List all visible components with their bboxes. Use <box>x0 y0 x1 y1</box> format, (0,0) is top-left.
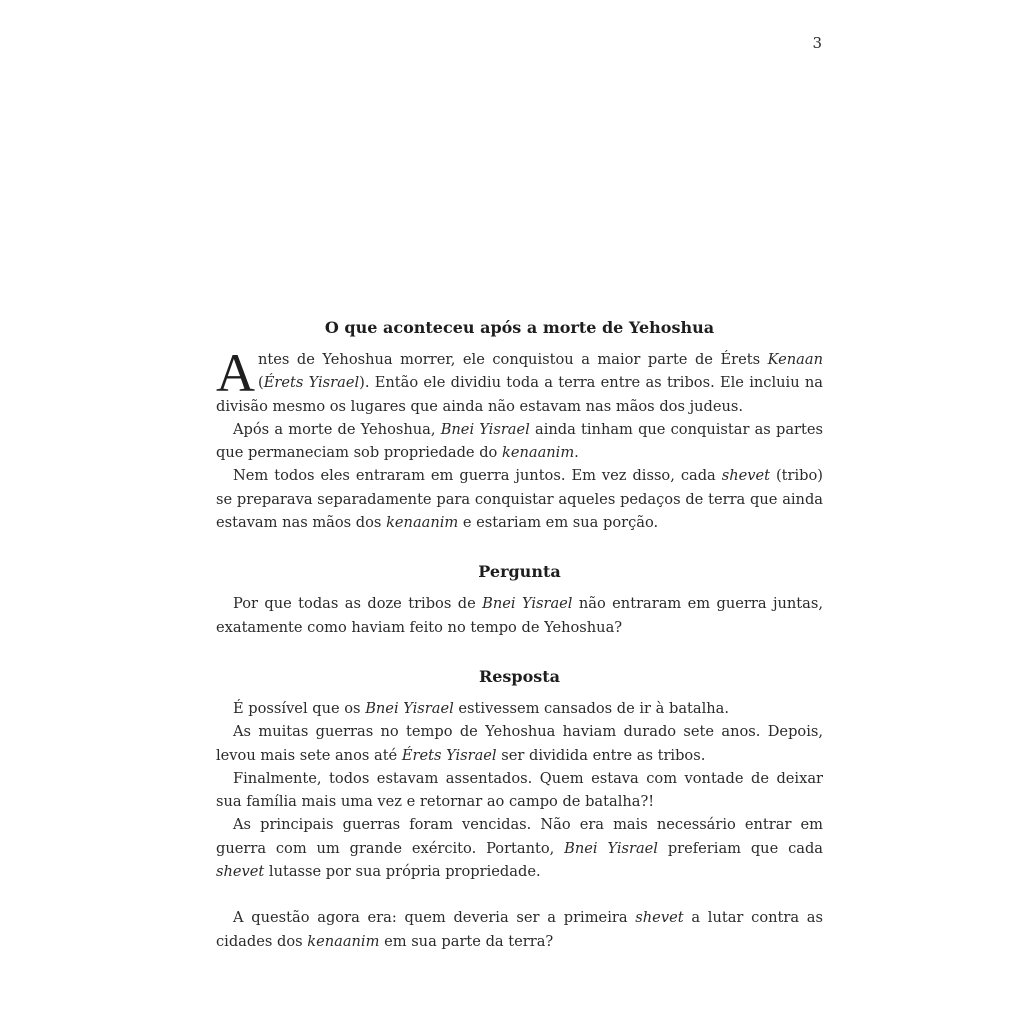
question-paragraph-1 <box>216 592 823 639</box>
text-run: . <box>574 444 579 462</box>
text-run: Nem todos eles entraram em guerra juntos. Em vez disso, cada <box>233 467 722 485</box>
intro-paragraph-2 <box>216 418 823 465</box>
intro-paragraph-1 <box>216 343 823 418</box>
italic-term: Érets Yisrael <box>263 374 360 392</box>
text-run: É possível que os <box>233 699 366 717</box>
italic-term: Bnei Yisrael <box>365 699 454 717</box>
intro-paragraph-3 <box>216 464 823 534</box>
answer-paragraph-4 <box>216 813 823 883</box>
text-run: ntes de Yehoshua morrer, ele conquistou a maior parte de Érets <box>258 351 768 368</box>
section-heading-question: Pergunta <box>478 562 561 582</box>
italic-term: kenaanim <box>386 514 459 532</box>
italic-term: kenaanim <box>501 444 575 462</box>
section-heading-answer: Resposta <box>478 666 561 686</box>
text-run: Por que todas as doze tribos de <box>233 595 483 613</box>
text-run: ( <box>258 374 264 392</box>
page-number: 3 <box>812 34 822 52</box>
italic-term: Bnei Yisrael <box>482 595 573 613</box>
answer-paragraph-2 <box>216 720 823 767</box>
text-run: a lutar contra as cidades dos <box>216 909 823 950</box>
text-run: As principais guerras foram vencidas. Não era mais necessário entrar em guerra com um grande exército. Portanto, <box>216 816 823 857</box>
text-run: (tribo) se preparava separadamente para conquistar aqueles pedaços de terra que ainda estavam nas mãos dos <box>216 467 823 532</box>
text-run: preferiam que cada <box>657 839 823 857</box>
answer-paragraph-5 <box>216 906 823 953</box>
text-run: em sua parte da terra? <box>379 932 554 950</box>
text-run: A questão agora era: quem deveria ser a primeira <box>233 909 636 927</box>
italic-term: Érets Yisrael <box>401 746 497 764</box>
answer-paragraph-3: Finalmente, todos estavam assentados. Quem estava com vontade de deixar sua família mais uma vez e retornar ao campo de batalha?! <box>216 769 823 811</box>
italic-term: shevet <box>721 467 770 485</box>
answer-paragraph-1 <box>216 697 823 720</box>
section-heading-main: O que aconteceu após a morte de Yehoshua <box>324 318 715 337</box>
text-run: ainda tinham que conquistar as partes que permaneciam sob propriedade do <box>216 420 823 462</box>
italic-term: shevet <box>635 909 684 927</box>
text-run: As muitas guerras no tempo de Yehoshua haviam durado sete anos. Depois, levou mais sete anos até <box>216 723 823 764</box>
text-run: não entraram em guerra juntas, exatamente como haviam feito no tempo de Yehoshua? <box>216 595 823 636</box>
italic-term: kenaanim <box>307 932 380 950</box>
text-run: e estariam em sua porção. <box>458 514 659 532</box>
italic-term: Bnei Yisrael <box>564 839 658 857</box>
text-run: Após a morte de Yehoshua, <box>233 420 441 438</box>
text-column <box>216 316 823 953</box>
italic-term: Bnei Yisrael <box>440 420 530 438</box>
text-run: ). Então ele dividiu toda a terra entre as tribos. Ele incluiu na divisão mesmo os lugares que ainda não estavam nas mãos dos judeus. <box>216 374 823 415</box>
italic-term: shevet <box>216 863 265 881</box>
drop-cap: A <box>216 343 255 403</box>
text-run: lutasse por sua própria propriedade. <box>264 863 541 881</box>
text-run: ser dividida entre as tribos. <box>496 746 706 764</box>
italic-term: Kenaan <box>767 351 823 368</box>
text-run: estivessem cansados de ir à batalha. <box>453 699 730 717</box>
